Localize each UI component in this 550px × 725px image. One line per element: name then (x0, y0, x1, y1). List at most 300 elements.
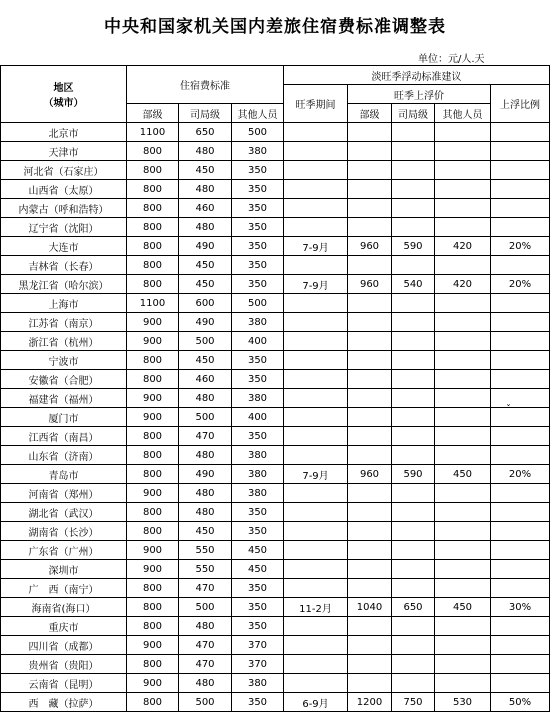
peak-period-cell (284, 617, 348, 636)
table-row (1, 237, 550, 256)
ministerial-cell: 900 (127, 313, 179, 332)
header-city-label: （城市） (43, 98, 84, 109)
region-cell: 西 藏（拉萨） (1, 693, 127, 712)
bureau-cell: 550 (179, 560, 232, 579)
peak-other-cell (435, 427, 491, 446)
peak-period-cell (284, 408, 348, 427)
float-ratio-cell (491, 370, 550, 389)
other-cell: 350 (232, 256, 284, 275)
bureau-cell: 490 (179, 237, 232, 256)
peak-period-cell (284, 332, 348, 351)
float-ratio-cell (491, 484, 550, 503)
region-cell: 内蒙古（呼和浩特） (1, 199, 127, 218)
header-peak-ministerial: 部级 (348, 104, 392, 123)
bureau-cell: 480 (179, 674, 232, 693)
peak-other-cell (435, 408, 491, 427)
peak-ministerial-cell: 1040 (348, 598, 392, 617)
other-cell: 450 (232, 560, 284, 579)
peak-period-cell: 6-9月 (284, 693, 348, 712)
other-cell: 350 (232, 351, 284, 370)
region-cell: 山西省（太原） (1, 180, 127, 199)
other-cell: 350 (232, 370, 284, 389)
table-row (1, 579, 550, 598)
peak-other-cell (435, 655, 491, 674)
other-cell: 380 (232, 142, 284, 161)
float-ratio-cell (491, 199, 550, 218)
peak-ministerial-cell (348, 427, 392, 446)
table-row (1, 332, 550, 351)
peak-bureau-cell (392, 522, 435, 541)
peak-period-cell (284, 294, 348, 313)
peak-period-cell (284, 560, 348, 579)
ministerial-cell: 1100 (127, 123, 179, 142)
table-row (1, 294, 550, 313)
float-ratio-cell (491, 256, 550, 275)
peak-period-cell (284, 636, 348, 655)
peak-bureau-cell (392, 541, 435, 560)
region-cell: 广 西（南宁） (1, 579, 127, 598)
peak-ministerial-cell (348, 408, 392, 427)
peak-bureau-cell (392, 408, 435, 427)
other-cell: 350 (232, 275, 284, 294)
region-cell: 山东省（济南） (1, 446, 127, 465)
peak-other-cell (435, 541, 491, 560)
table-row (1, 541, 550, 560)
stray-mark: ˇ (506, 404, 511, 415)
table-row (1, 370, 550, 389)
page-title: 中央和国家机关国内差旅住宿费标准调整表 (104, 17, 446, 37)
bureau-cell: 650 (179, 123, 232, 142)
header-peak-period: 旺季期间 (284, 85, 348, 123)
peak-bureau-cell (392, 674, 435, 693)
other-cell: 350 (232, 617, 284, 636)
peak-other-cell (435, 256, 491, 275)
region-cell: 辽宁省（沈阳） (1, 218, 127, 237)
peak-other-cell (435, 142, 491, 161)
peak-bureau-cell (392, 484, 435, 503)
ministerial-cell: 800 (127, 693, 179, 712)
table-row (1, 123, 550, 142)
ministerial-cell: 800 (127, 218, 179, 237)
region-cell: 浙江省（杭州） (1, 332, 127, 351)
peak-bureau-cell: 750 (392, 693, 435, 712)
other-cell: 380 (232, 389, 284, 408)
peak-period-cell (284, 446, 348, 465)
other-cell: 500 (232, 123, 284, 142)
region-cell: 河北省（石家庄） (1, 161, 127, 180)
bureau-cell: 480 (179, 446, 232, 465)
other-cell: 350 (232, 180, 284, 199)
region-cell: 天津市 (1, 142, 127, 161)
peak-ministerial-cell (348, 370, 392, 389)
peak-ministerial-cell (348, 560, 392, 579)
table-row (1, 674, 550, 693)
table-row (1, 161, 550, 180)
ministerial-cell: 900 (127, 389, 179, 408)
float-ratio-cell: 20% (491, 465, 550, 484)
float-ratio-cell (491, 541, 550, 560)
float-ratio-cell (491, 617, 550, 636)
peak-ministerial-cell (348, 351, 392, 370)
peak-ministerial-cell (348, 541, 392, 560)
peak-bureau-cell: 590 (392, 237, 435, 256)
peak-period-cell (284, 503, 348, 522)
float-ratio-cell (491, 123, 550, 142)
table-row (1, 522, 550, 541)
header-peak-bureau: 司局级 (392, 104, 435, 123)
float-ratio-cell: 50% (491, 693, 550, 712)
ministerial-cell: 800 (127, 427, 179, 446)
bureau-cell: 450 (179, 161, 232, 180)
peak-bureau-cell (392, 655, 435, 674)
other-cell: 400 (232, 408, 284, 427)
float-ratio-cell (491, 560, 550, 579)
region-cell: 河南省（郑州） (1, 484, 127, 503)
peak-period-cell (284, 484, 348, 503)
bureau-cell: 600 (179, 294, 232, 313)
float-ratio-cell (491, 180, 550, 199)
unit-label: 单位：元/人.天 (418, 54, 485, 65)
peak-bureau-cell (392, 180, 435, 199)
peak-other-cell (435, 199, 491, 218)
peak-other-cell (435, 161, 491, 180)
peak-period-cell (284, 313, 348, 332)
peak-bureau-cell (392, 218, 435, 237)
bureau-cell: 490 (179, 465, 232, 484)
peak-other-cell (435, 180, 491, 199)
table-row (1, 503, 550, 522)
other-cell: 350 (232, 161, 284, 180)
peak-other-cell (435, 503, 491, 522)
peak-other-cell (435, 522, 491, 541)
peak-period-cell (284, 655, 348, 674)
region-cell: 江西省（南昌） (1, 427, 127, 446)
peak-period-cell: 7-9月 (284, 465, 348, 484)
float-ratio-cell (491, 579, 550, 598)
ministerial-cell: 800 (127, 446, 179, 465)
other-cell: 350 (232, 503, 284, 522)
other-cell: 350 (232, 693, 284, 712)
ministerial-cell: 900 (127, 674, 179, 693)
float-ratio-cell (491, 332, 550, 351)
region-cell: 吉林省（长春） (1, 256, 127, 275)
bureau-cell: 460 (179, 199, 232, 218)
peak-other-cell (435, 636, 491, 655)
table-row (1, 427, 550, 446)
region-cell: 北京市 (1, 123, 127, 142)
other-cell: 500 (232, 294, 284, 313)
header-lodging-standard: 住宿费标准 (127, 66, 284, 104)
table-row (1, 560, 550, 579)
peak-bureau-cell (392, 503, 435, 522)
peak-period-cell (284, 541, 348, 560)
bureau-cell: 480 (179, 180, 232, 199)
peak-ministerial-cell: 1200 (348, 693, 392, 712)
bureau-cell: 550 (179, 541, 232, 560)
ministerial-cell: 900 (127, 408, 179, 427)
peak-ministerial-cell (348, 180, 392, 199)
float-ratio-cell (491, 674, 550, 693)
bureau-cell: 500 (179, 332, 232, 351)
region-cell: 云南省（昆明） (1, 674, 127, 693)
region-cell: 深圳市 (1, 560, 127, 579)
other-cell: 350 (232, 579, 284, 598)
peak-ministerial-cell: 960 (348, 275, 392, 294)
peak-period-cell (284, 579, 348, 598)
peak-ministerial-cell (348, 617, 392, 636)
other-cell: 450 (232, 541, 284, 560)
ministerial-cell: 900 (127, 636, 179, 655)
peak-bureau-cell (392, 256, 435, 275)
peak-other-cell: 450 (435, 465, 491, 484)
peak-bureau-cell (392, 351, 435, 370)
region-cell: 江苏省（南京） (1, 313, 127, 332)
peak-ministerial-cell (348, 446, 392, 465)
peak-bureau-cell (392, 332, 435, 351)
other-cell: 350 (232, 199, 284, 218)
peak-bureau-cell (392, 313, 435, 332)
peak-ministerial-cell (348, 332, 392, 351)
bureau-cell: 470 (179, 655, 232, 674)
peak-bureau-cell (392, 161, 435, 180)
float-ratio-cell (491, 522, 550, 541)
table-row (1, 484, 550, 503)
float-ratio-cell (491, 503, 550, 522)
float-ratio-cell (491, 294, 550, 313)
peak-other-cell (435, 332, 491, 351)
table-row (1, 275, 550, 294)
peak-period-cell (284, 256, 348, 275)
peak-bureau-cell: 590 (392, 465, 435, 484)
peak-ministerial-cell: 960 (348, 465, 392, 484)
float-ratio-cell: 20% (491, 237, 550, 256)
peak-period-cell (284, 161, 348, 180)
peak-other-cell (435, 389, 491, 408)
peak-other-cell (435, 313, 491, 332)
region-cell: 大连市 (1, 237, 127, 256)
peak-period-cell (284, 351, 348, 370)
other-cell: 380 (232, 446, 284, 465)
peak-other-cell (435, 294, 491, 313)
table-row (1, 218, 550, 237)
ministerial-cell: 800 (127, 655, 179, 674)
ministerial-cell: 800 (127, 465, 179, 484)
peak-other-cell (435, 351, 491, 370)
peak-other-cell: 450 (435, 598, 491, 617)
region-cell: 宁波市 (1, 351, 127, 370)
float-ratio-cell (491, 351, 550, 370)
peak-ministerial-cell (348, 389, 392, 408)
header-peak-other: 其他人员 (435, 104, 491, 123)
table-row (1, 256, 550, 275)
peak-ministerial-cell (348, 142, 392, 161)
header-seasonal-float: 淡旺季浮动标准建议 (284, 66, 550, 85)
peak-other-cell (435, 579, 491, 598)
header-bureau: 司局级 (179, 104, 232, 123)
ministerial-cell: 800 (127, 237, 179, 256)
float-ratio-cell (491, 636, 550, 655)
peak-period-cell (284, 389, 348, 408)
region-cell: 上海市 (1, 294, 127, 313)
table-row (1, 617, 550, 636)
region-cell: 湖北省（武汉） (1, 503, 127, 522)
peak-period-cell (284, 142, 348, 161)
ministerial-cell: 800 (127, 503, 179, 522)
ministerial-cell: 800 (127, 522, 179, 541)
peak-bureau-cell: 540 (392, 275, 435, 294)
table-row (1, 199, 550, 218)
table-row (1, 636, 550, 655)
peak-ministerial-cell: 960 (348, 237, 392, 256)
peak-bureau-cell (392, 446, 435, 465)
ministerial-cell: 800 (127, 142, 179, 161)
ministerial-cell: 900 (127, 541, 179, 560)
header-float-ratio: 上浮比例 (491, 85, 550, 123)
float-ratio-cell (491, 446, 550, 465)
header-row-1 (1, 66, 550, 85)
region-cell: 海南省(海口） (1, 598, 127, 617)
region-cell: 厦门市 (1, 408, 127, 427)
bureau-cell: 500 (179, 598, 232, 617)
table-row (1, 180, 550, 199)
peak-bureau-cell (392, 294, 435, 313)
ministerial-cell: 1100 (127, 294, 179, 313)
peak-other-cell (435, 560, 491, 579)
ministerial-cell: 900 (127, 560, 179, 579)
peak-other-cell (435, 218, 491, 237)
peak-period-cell: 7-9月 (284, 237, 348, 256)
peak-other-cell (435, 370, 491, 389)
table-row (1, 389, 550, 408)
peak-bureau-cell (392, 427, 435, 446)
peak-other-cell: 420 (435, 237, 491, 256)
peak-other-cell (435, 484, 491, 503)
other-cell: 370 (232, 655, 284, 674)
peak-ministerial-cell (348, 674, 392, 693)
peak-period-cell (284, 370, 348, 389)
region-cell: 湖南省（长沙） (1, 522, 127, 541)
bureau-cell: 470 (179, 579, 232, 598)
float-ratio-cell (491, 655, 550, 674)
header-ministerial: 部级 (127, 104, 179, 123)
table-row (1, 655, 550, 674)
peak-bureau-cell: 650 (392, 598, 435, 617)
peak-other-cell: 530 (435, 693, 491, 712)
peak-period-cell (284, 674, 348, 693)
ministerial-cell: 800 (127, 370, 179, 389)
bureau-cell: 480 (179, 617, 232, 636)
peak-period-cell (284, 199, 348, 218)
peak-ministerial-cell (348, 199, 392, 218)
float-ratio-cell (491, 313, 550, 332)
other-cell: 380 (232, 465, 284, 484)
peak-other-cell (435, 674, 491, 693)
region-cell: 黑龙江省（哈尔滨） (1, 275, 127, 294)
bureau-cell: 450 (179, 522, 232, 541)
peak-ministerial-cell (348, 294, 392, 313)
peak-bureau-cell (392, 199, 435, 218)
table-row (1, 408, 550, 427)
bureau-cell: 500 (179, 408, 232, 427)
peak-period-cell: 11-2月 (284, 598, 348, 617)
peak-ministerial-cell (348, 484, 392, 503)
bureau-cell: 480 (179, 142, 232, 161)
bureau-cell: 480 (179, 389, 232, 408)
bureau-cell: 460 (179, 370, 232, 389)
table-row (1, 142, 550, 161)
peak-other-cell: 420 (435, 275, 491, 294)
bureau-cell: 480 (179, 503, 232, 522)
ministerial-cell: 800 (127, 256, 179, 275)
peak-ministerial-cell (348, 655, 392, 674)
ministerial-cell: 800 (127, 161, 179, 180)
peak-ministerial-cell (348, 579, 392, 598)
region-cell: 安徽省（合肥） (1, 370, 127, 389)
ministerial-cell: 800 (127, 180, 179, 199)
peak-other-cell (435, 123, 491, 142)
ministerial-cell: 800 (127, 351, 179, 370)
peak-ministerial-cell (348, 313, 392, 332)
lodging-standard-table (0, 65, 550, 712)
peak-period-cell (284, 522, 348, 541)
ministerial-cell: 800 (127, 617, 179, 636)
peak-ministerial-cell (348, 522, 392, 541)
peak-bureau-cell (392, 370, 435, 389)
peak-ministerial-cell (348, 123, 392, 142)
table-row (1, 446, 550, 465)
peak-period-cell (284, 180, 348, 199)
other-cell: 350 (232, 237, 284, 256)
bureau-cell: 450 (179, 351, 232, 370)
other-cell: 350 (232, 427, 284, 446)
float-ratio-cell (491, 427, 550, 446)
other-cell: 380 (232, 674, 284, 693)
float-ratio-cell (491, 142, 550, 161)
peak-bureau-cell (392, 560, 435, 579)
other-cell: 380 (232, 484, 284, 503)
region-cell: 重庆市 (1, 617, 127, 636)
table-row (1, 598, 550, 617)
peak-period-cell (284, 427, 348, 446)
peak-bureau-cell (392, 617, 435, 636)
peak-bureau-cell (392, 636, 435, 655)
peak-bureau-cell (392, 579, 435, 598)
other-cell: 370 (232, 636, 284, 655)
ministerial-cell: 800 (127, 579, 179, 598)
peak-bureau-cell (392, 123, 435, 142)
other-cell: 350 (232, 218, 284, 237)
header-region-label: 地区 (53, 83, 74, 94)
peak-bureau-cell (392, 142, 435, 161)
other-cell: 380 (232, 313, 284, 332)
ministerial-cell: 800 (127, 275, 179, 294)
float-ratio-cell (491, 161, 550, 180)
peak-period-cell (284, 123, 348, 142)
float-ratio-cell (491, 389, 550, 408)
bureau-cell: 500 (179, 693, 232, 712)
bureau-cell: 490 (179, 313, 232, 332)
region-cell: 四川省（成都） (1, 636, 127, 655)
table-row (1, 313, 550, 332)
header-region-cell (1, 66, 127, 123)
peak-period-cell: 7-9月 (284, 275, 348, 294)
other-cell: 350 (232, 598, 284, 617)
ministerial-cell: 900 (127, 332, 179, 351)
float-ratio-cell (491, 408, 550, 427)
bureau-cell: 470 (179, 427, 232, 446)
header-other: 其他人员 (232, 104, 284, 123)
other-cell: 400 (232, 332, 284, 351)
